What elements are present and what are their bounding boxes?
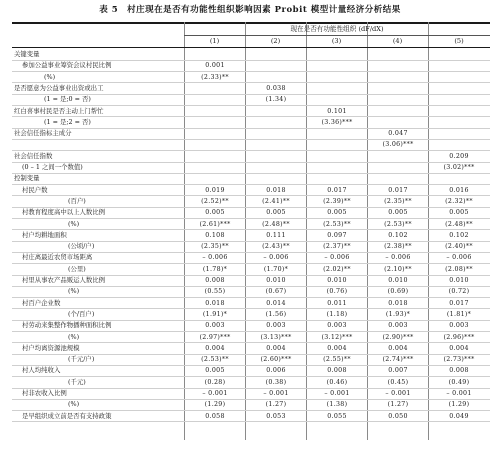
table-cell: (2.96)*** (443, 333, 475, 341)
regression-table (12, 22, 490, 440)
row-label: 参加公益事业筹资会议村民比例 (22, 61, 112, 70)
table-cell: – 0.006 (263, 254, 289, 262)
column-header-2: (2) (270, 37, 281, 45)
table-cell: 0.102 (388, 231, 408, 239)
row-label: 村户均耕地面积 (22, 230, 67, 239)
table-cell: 0.053 (266, 412, 286, 420)
table-row (12, 94, 490, 105)
table-cell: 0.004 (205, 344, 225, 352)
row-label: 控制变量 (14, 174, 40, 183)
table-cell: (2.97)*** (199, 333, 231, 341)
table-cell: (2.60)*** (260, 356, 292, 364)
column-header-5: (5) (454, 37, 464, 45)
row-label: 村户均离资源池规模 (22, 343, 80, 352)
table-row (12, 173, 490, 184)
table-cell: 0.017 (388, 186, 408, 194)
row-label: (1 = 是;2 = 否) (44, 117, 91, 126)
row-label: (%) (68, 287, 80, 296)
table-cell: 0.005 (327, 209, 347, 217)
row-label: (千元/户) (68, 355, 95, 364)
row-label: (%) (68, 332, 80, 341)
table-row (12, 264, 490, 275)
table-cell: 0.008 (327, 367, 347, 375)
table-cell: (2.32)** (445, 197, 473, 205)
table-cell: 0.017 (327, 186, 347, 194)
column-header-1: (1) (209, 37, 220, 45)
table-cell: (0.72) (448, 288, 470, 296)
table-cell: 0.047 (388, 130, 408, 138)
table-cell: (2.10)** (384, 265, 412, 273)
table-cell: 0.038 (266, 84, 286, 92)
table-row (12, 207, 490, 218)
row-label: 社会信任指标主成分 (14, 129, 72, 138)
table-cell: (1.70)* (263, 265, 289, 273)
row-label: (0 – 1 之间一个数值) (22, 163, 83, 171)
table-cell: – 0.006 (385, 254, 411, 262)
table-cell: (0.67) (265, 288, 287, 296)
table-cell: 0.005 (205, 367, 225, 375)
table-cell: (3.06)*** (382, 141, 414, 149)
table-cell: 0.008 (449, 367, 469, 375)
table-cell: 0.010 (327, 277, 347, 284)
row-label: 村庄离最近农贸市场距离 (22, 253, 93, 262)
table-cell: 0.111 (266, 231, 286, 239)
table-cell: (2.35)** (201, 243, 229, 251)
row-label: 红白喜事村民是否主动上门帮忙 (14, 106, 104, 115)
table-row (12, 72, 490, 83)
table-cell: 0.011 (327, 299, 347, 307)
table-cell: (3.12)*** (321, 333, 353, 341)
table-cell: (1.38) (326, 401, 348, 409)
row-divider (12, 421, 490, 422)
row-label: 村非农收入比例 (22, 389, 67, 397)
table-cell: 0.055 (327, 412, 347, 420)
table-cell: (2.73)*** (443, 356, 475, 364)
table-cell: (1.81)* (446, 310, 472, 318)
table-cell: (2.48)** (445, 220, 473, 228)
row-label: (千元) (68, 377, 86, 386)
table-cell: – 0.006 (202, 254, 228, 262)
table-cell: (2.53)** (323, 220, 351, 228)
table-cell: 0.050 (388, 412, 408, 420)
row-label: (公顷/户) (68, 242, 95, 251)
table-cell: 0.097 (327, 231, 347, 239)
table-cell: 0.017 (449, 299, 469, 307)
table-cell: 0.102 (449, 231, 469, 239)
table-cell: 0.003 (327, 322, 347, 330)
table-row (12, 49, 490, 60)
table-row (12, 411, 490, 422)
table-cell: – 0.001 (263, 390, 289, 397)
row-label: (%) (68, 400, 80, 409)
table-cell: (2.02)** (323, 265, 351, 273)
table-cell: (2.52)** (201, 197, 229, 205)
row-label: 关键变量 (14, 50, 40, 58)
table-cell: (0.76) (326, 288, 348, 296)
row-label: (个/百户) (68, 309, 95, 318)
table-cell: 0.058 (205, 412, 225, 420)
table-cell: 0.010 (266, 277, 286, 284)
table-cell: – 0.001 (446, 390, 472, 397)
table-cell: 0.018 (205, 299, 225, 307)
table-cell: – 0.001 (385, 390, 411, 397)
table-row (12, 60, 490, 71)
table-cell: – 0.001 (202, 390, 228, 397)
table-cell: (2.33)** (201, 73, 229, 81)
row-label: 村民户数 (22, 185, 48, 194)
table-cell: 0.010 (449, 277, 469, 284)
table-cell: 0.005 (205, 209, 225, 217)
table-row (12, 388, 490, 399)
table-cell: 0.008 (205, 277, 225, 284)
table-cell: (1.29) (204, 401, 226, 409)
table-cell: 0.209 (449, 152, 469, 160)
table-row (12, 399, 490, 410)
table-cell: 0.006 (266, 367, 286, 375)
row-label: 村百户企业数 (22, 298, 61, 307)
table-cell: – 0.006 (324, 254, 350, 262)
table-row (12, 286, 490, 297)
table-row (12, 343, 490, 354)
table-cell: (2.35)** (384, 197, 412, 205)
table-cell: (2.41)** (262, 197, 290, 205)
table-cell: 0.016 (449, 186, 469, 194)
row-label: 是否愿意为公益事业出资或出工 (14, 83, 104, 92)
column-header-4: (4) (392, 37, 403, 45)
table-cell: 0.005 (388, 209, 408, 217)
row-label: 社会信任指数 (14, 151, 53, 160)
table-row (12, 185, 490, 196)
table-cell: (2.90)*** (382, 333, 414, 341)
table-cell: 0.049 (449, 412, 469, 420)
table-cell: 0.018 (266, 186, 286, 194)
table-cell: 0.010 (388, 277, 408, 284)
table-cell: (2.08)** (445, 265, 473, 273)
table-row (12, 139, 490, 150)
table-cell: (1.18) (326, 310, 348, 318)
table-cell: 0.019 (205, 186, 225, 194)
table-cell: (1.27) (265, 401, 287, 409)
table-row (12, 117, 490, 128)
table-cell: 0.005 (266, 209, 286, 217)
table-cell: (2.37)** (323, 243, 351, 251)
table-cell: (1.56) (265, 310, 287, 318)
table-cell: 0.005 (449, 209, 469, 217)
table-row (12, 151, 490, 162)
row-label: 村里从事农产品贩运人数比例 (22, 276, 106, 284)
row-label: (%) (68, 219, 80, 228)
row-label: (1 = 是;0 = 否) (44, 95, 91, 104)
row-label: (%) (44, 72, 56, 81)
table-cell: (0.46) (326, 378, 348, 386)
table-cell: 0.001 (205, 62, 225, 70)
table-cell: (0.55) (204, 288, 226, 296)
table-cell: (0.28) (204, 378, 226, 386)
table-cell: (2.39)** (323, 197, 351, 205)
table-row (12, 320, 490, 331)
row-label: (百户) (68, 196, 86, 205)
table-cell: 0.014 (266, 299, 286, 307)
table-cell: (2.61)*** (199, 220, 231, 228)
table-cell: (3.02)*** (443, 164, 475, 171)
table-cell: 0.007 (388, 367, 408, 375)
table-cell: (2.48)** (262, 220, 290, 228)
table-cell: 0.004 (327, 344, 347, 352)
table-cell: 0.003 (388, 322, 408, 330)
table-cell: 0.003 (266, 322, 286, 330)
table-caption: 表 5 村庄现在是否有功能性组织影响因素 Probit 模型计量经济分析结果 (99, 5, 401, 15)
table-cell: (0.38) (265, 378, 287, 386)
table-row (12, 309, 490, 320)
table-cell: (3.36)*** (321, 118, 353, 126)
table-cell: (1.93)* (385, 310, 411, 318)
row-label: (公里) (68, 264, 86, 273)
row-label: 是早组织成立前是否有支持政策 (22, 411, 112, 420)
table-row (12, 106, 490, 117)
table-row (12, 196, 490, 207)
table-cell: 0.003 (205, 322, 225, 330)
column-group-header: 现在是否有功能性组织 (dF/dX) (290, 25, 384, 33)
table-row (12, 354, 490, 365)
table-cell: (1.78)* (202, 265, 228, 273)
table-row (12, 252, 490, 263)
table-row (12, 230, 490, 241)
column-header-3: (3) (331, 37, 342, 45)
table-cell: (2.40)** (445, 243, 473, 251)
table-cell: (2.53)** (201, 356, 229, 364)
table-cell: – 0.006 (446, 254, 472, 262)
row-label: 村教育程度高中以上人数比例 (22, 208, 106, 217)
table-cell: 0.108 (205, 231, 225, 239)
table-row (12, 332, 490, 343)
row-label: 村劳动来集整作物播种面积比例 (22, 321, 112, 330)
table-cell: 0.004 (266, 344, 286, 352)
table-cell: 0.004 (449, 344, 469, 352)
table-row (12, 377, 490, 388)
table-cell: (0.49) (448, 378, 470, 386)
table-cell: (2.74)*** (382, 356, 414, 364)
row-label: 村人均纯收入 (22, 366, 61, 375)
table-cell: 0.101 (327, 107, 347, 115)
table-row (12, 162, 490, 173)
table-cell: (1.34) (265, 96, 287, 104)
table-cell: (1.29) (448, 401, 470, 409)
table-cell: (2.55)** (323, 356, 351, 364)
table-row (12, 241, 490, 252)
table-row (12, 83, 490, 94)
table-cell: (2.53)** (384, 220, 412, 228)
table-cell: 0.004 (388, 344, 408, 352)
table-cell: (0.69) (387, 288, 409, 296)
table-cell: (1.91)* (202, 310, 228, 318)
table-row (12, 128, 490, 139)
table-row (12, 298, 490, 309)
table-cell: (2.43)** (262, 243, 290, 251)
table-cell: 0.003 (449, 322, 469, 330)
table-row (12, 275, 490, 286)
table-cell: – 0.001 (324, 390, 350, 397)
table-row (12, 219, 490, 230)
table-cell: (1.27) (387, 401, 409, 409)
header-rule (12, 47, 490, 48)
table-cell: (3.13)*** (260, 333, 292, 341)
table-cell: (2.38)** (384, 243, 412, 251)
table-cell: (0.45) (387, 378, 409, 386)
table-row (12, 365, 490, 376)
table-cell: 0.018 (388, 299, 408, 307)
